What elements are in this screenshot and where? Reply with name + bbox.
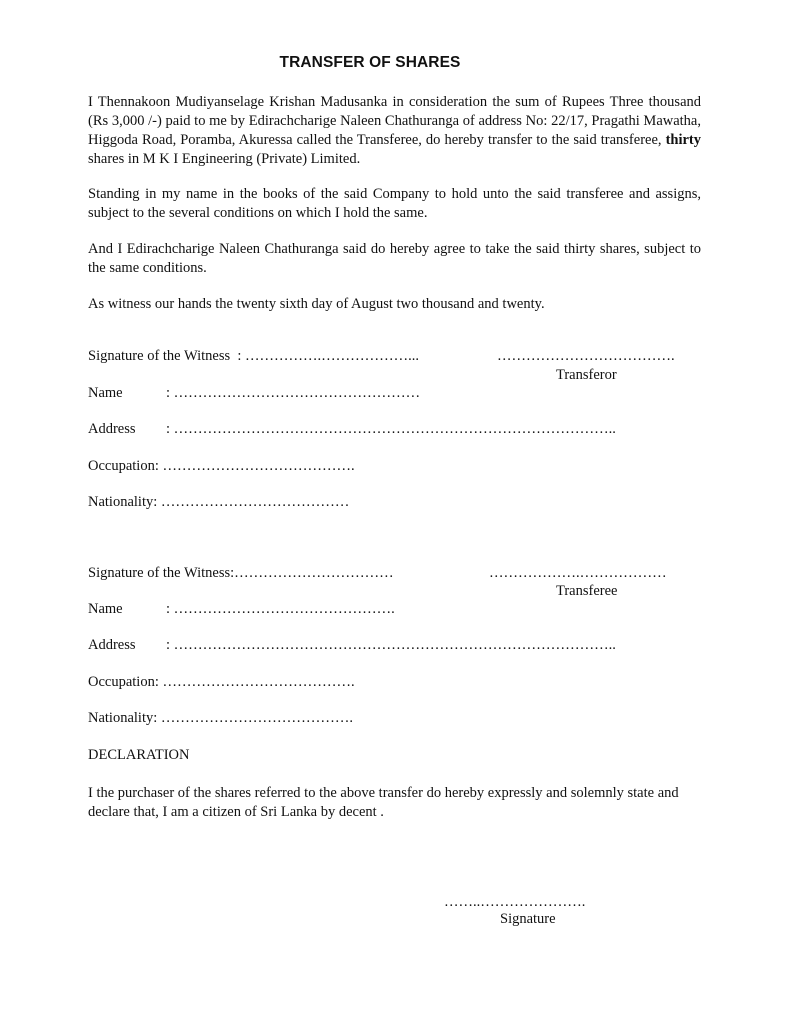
witness1-name-line — [88, 385, 420, 402]
document-title: TRANSFER OF SHARES — [279, 54, 461, 71]
holding-paragraph: Standing in my name in the books of the said Company to hold unto the said transferee and assigns, subject to the several conditions on which I hold the same. — [88, 186, 701, 221]
witness1-address-label: Address — [88, 421, 136, 437]
transferee-signature-dots: ……………….……………… — [489, 565, 667, 581]
witness2-address-label: Address — [88, 637, 136, 653]
declaration-heading: DECLARATION — [88, 747, 190, 763]
witness1-signature-label: Signature of the Witness : — [88, 348, 246, 364]
witness2-signature-line — [88, 565, 394, 582]
witness2-address-line — [88, 637, 616, 654]
witness2-name-label: Name — [88, 601, 123, 617]
witness2-nationality-label: Nationality: — [88, 710, 161, 726]
transfer-text-end: shares in M K I Engineering (Private) Limited. — [88, 151, 361, 167]
witness2-occupation-line — [88, 674, 355, 691]
witness1-name-label: Name — [88, 385, 123, 401]
witness2-occupation-dots: …………………………………. — [162, 674, 355, 690]
witness2-name-dots: : ………………………………………. — [166, 601, 395, 617]
witness-paragraph: As witness our hands the twenty sixth day of August two thousand and twenty. — [88, 296, 545, 312]
witness1-name-dots: : …………………………………………… — [166, 385, 421, 401]
witness1-nationality-label: Nationality: — [88, 494, 161, 510]
witness1-occupation-label: Occupation: — [88, 458, 163, 474]
witness2-address-dots: : ……………………………………………………………………………….. — [166, 637, 616, 653]
purchaser-signature-caption: Signature — [500, 911, 556, 927]
witness1-nationality-dots: ………………………………… — [160, 494, 350, 510]
witness2-occupation-label: Occupation: — [88, 674, 163, 690]
witness1-signature-line — [88, 348, 419, 365]
witness1-signature-dots: …………….………………... — [245, 348, 420, 364]
witness1-occupation-dots: …………………………………. — [162, 458, 355, 474]
share-count-bold: thirty — [665, 132, 701, 148]
witness2-nationality-dots: …………………………………. — [160, 710, 354, 726]
transfer-text-start: I Thennakoon Mudiyanselage Krishan Madusanka in consideration the sum of Rupees Three thousand (Rs 3,000 /-) paid to me by Edirachcharige Naleen Chathuranga of address No: 22/17, Pragathi Mawatha, Higgoda Road, Poramba, Akuressa called the Transferee, do hereby transfer to the said transferee, — [88, 94, 701, 148]
declaration-text: I the purchaser of the shares referred to the above transfer do hereby expressly and solemnly state and declare that, I am a citizen of Sri Lanka by decent . — [88, 785, 679, 820]
transfer-paragraph — [88, 93, 701, 169]
transferee-caption: Transferee — [556, 583, 618, 599]
witness2-name-line — [88, 601, 395, 618]
witness1-address-dots: : ……………………………………………………………………………….. — [166, 421, 616, 437]
witness1-occupation-line — [88, 458, 355, 475]
transferor-signature-dots: ………………………………. — [497, 348, 675, 364]
witness2-signature-label: Signature of the Witness: — [88, 565, 235, 581]
witness2-signature-dots: …………………………… — [234, 565, 394, 581]
purchaser-signature-dots: ……..…………………. — [444, 894, 586, 910]
witness2-nationality-line — [88, 710, 353, 727]
acceptance-paragraph: And I Edirachcharige Naleen Chathuranga said do hereby agree to take the said thirty shares, subject to the same conditions. — [88, 241, 701, 276]
transferor-caption: Transferor — [556, 367, 617, 383]
witness1-address-line — [88, 421, 616, 438]
witness1-nationality-line — [88, 494, 349, 511]
